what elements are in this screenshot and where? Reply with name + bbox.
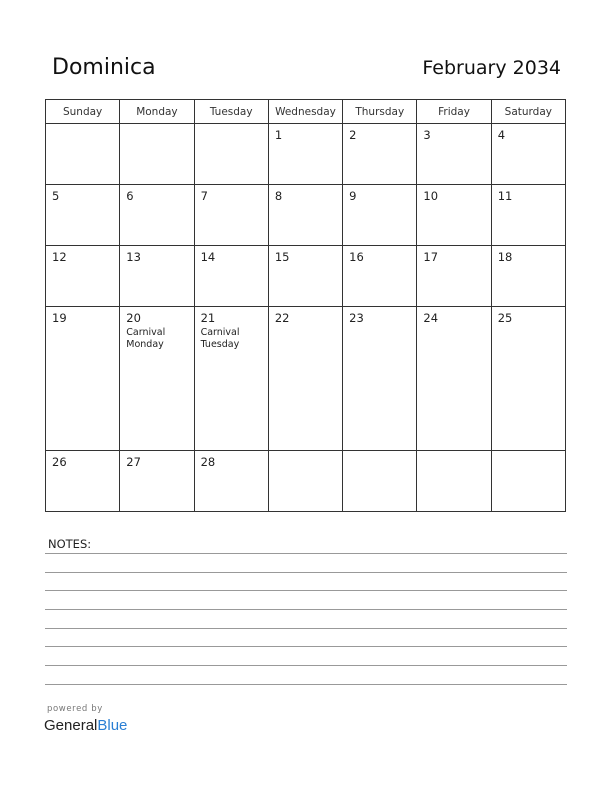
month-year-title: February 2034	[422, 57, 561, 79]
day-number: 22	[274, 310, 290, 325]
note-line	[45, 553, 567, 554]
day-cell	[194, 245, 268, 306]
day-cell	[268, 184, 342, 245]
day-cell	[417, 245, 491, 306]
day-number: 12	[52, 249, 67, 264]
day-number: 20	[126, 310, 141, 325]
day-cell	[194, 306, 268, 450]
day-number: 21	[200, 310, 216, 325]
day-number: 25	[497, 310, 513, 325]
week-row	[46, 184, 566, 245]
day-cell	[268, 306, 342, 450]
holiday-label: Carnival Monday	[126, 326, 166, 350]
day-number: 6	[126, 188, 134, 203]
day-number: 2	[349, 128, 357, 142]
note-line	[45, 572, 567, 573]
day-cell	[46, 451, 120, 512]
day-cell	[194, 451, 268, 512]
day-number: 14	[200, 249, 216, 264]
day-cell	[194, 124, 268, 185]
holiday-label: Carnival Tuesday	[200, 326, 240, 350]
day-cell	[46, 124, 120, 185]
day-number: 10	[423, 188, 439, 203]
day-cell	[343, 306, 417, 450]
week-row	[46, 245, 566, 306]
week-row	[46, 451, 566, 512]
day-cell	[343, 245, 417, 306]
weekday-header-row	[46, 100, 566, 124]
day-cell	[194, 184, 268, 245]
note-line	[45, 609, 567, 610]
day-cell	[417, 184, 491, 245]
day-cell	[120, 306, 194, 450]
day-cell	[120, 451, 194, 512]
weekday-header: Saturday	[491, 100, 565, 124]
day-number: 18	[497, 249, 513, 264]
day-cell	[417, 306, 491, 450]
day-number: 19	[52, 310, 67, 325]
notes-label: NOTES:	[48, 537, 92, 551]
note-line	[45, 684, 567, 685]
day-number: 13	[126, 249, 141, 264]
logo-text-general: General	[44, 717, 98, 734]
weekday-header: Thursday	[343, 100, 417, 124]
day-cell	[417, 451, 491, 512]
day-cell	[491, 306, 565, 450]
calendar-grid	[45, 99, 566, 512]
weekday-header: Wednesday	[268, 100, 342, 124]
weekday-header: Sunday	[46, 100, 120, 124]
note-line	[45, 665, 567, 666]
note-line	[45, 628, 567, 629]
day-cell	[46, 184, 120, 245]
note-line	[45, 646, 567, 647]
day-cell	[417, 124, 491, 185]
weekday-header: Tuesday	[194, 100, 268, 124]
day-number: 5	[52, 188, 60, 203]
day-number: 16	[349, 249, 364, 264]
day-cell	[46, 245, 120, 306]
day-number: 9	[349, 188, 357, 203]
day-cell	[268, 124, 342, 185]
week-row	[46, 306, 566, 450]
powered-by-text: powered by	[47, 704, 103, 714]
week-row	[46, 124, 566, 185]
day-cell	[491, 184, 565, 245]
country-title: Dominica	[52, 55, 156, 80]
day-cell	[268, 451, 342, 512]
day-cell	[343, 184, 417, 245]
day-cell	[268, 245, 342, 306]
day-cell	[46, 306, 120, 450]
day-number: 28	[200, 455, 216, 470]
logo-text-blue: Blue	[97, 717, 128, 734]
note-line	[45, 590, 567, 591]
day-cell	[491, 124, 565, 185]
day-number: 4	[497, 128, 506, 142]
day-cell	[491, 451, 565, 512]
weekday-header: Monday	[120, 100, 194, 124]
day-number: 11	[497, 188, 513, 203]
day-cell	[120, 245, 194, 306]
day-cell	[491, 245, 565, 306]
generalblue-logo[interactable]	[44, 717, 127, 734]
day-cell	[343, 124, 417, 185]
day-number: 3	[423, 128, 431, 142]
day-cell	[343, 451, 417, 512]
day-number: 23	[349, 310, 364, 325]
day-number: 15	[274, 249, 290, 264]
day-number: 26	[52, 455, 67, 470]
weekday-header: Friday	[417, 100, 491, 124]
day-cell	[120, 184, 194, 245]
day-number: 17	[423, 249, 439, 264]
day-number: 8	[274, 188, 283, 203]
day-number: 7	[200, 188, 208, 203]
day-number: 1	[274, 128, 283, 142]
day-number: 24	[423, 310, 439, 325]
day-cell	[120, 124, 194, 185]
day-number: 27	[126, 455, 141, 470]
